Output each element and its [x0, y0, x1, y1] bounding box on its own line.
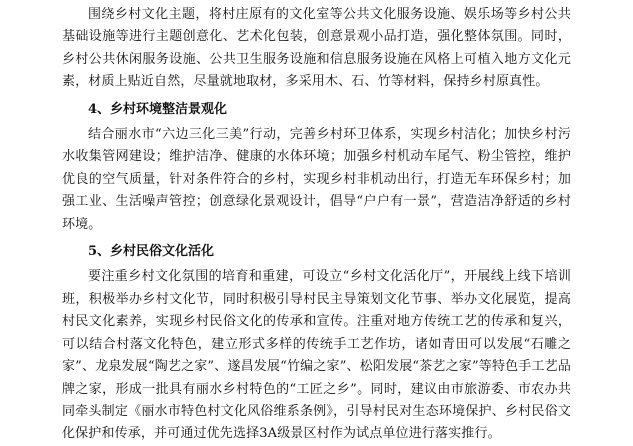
section-4-paragraph: 结合丽水市“六边三化三美”行动，完善乡村环卫体系，实现乡村洁化；加快乡村污水收集管网建设；维护洁净、健康的水体环境；加强乡村机动车尾气、粉尘管控，维护优良的空气质量，针对条件符合的乡村，实现乡村非机动出行，打造无车环保乡村；加强工业、生活噪声管控；创意绿化景观设计，倡导“户户有一景”，营造洁净舒适的乡村环境。: [62, 127, 571, 232]
section-3-paragraph: 围绕乡村文化主题，将村庄原有的文化室等公共文化服务设施、娱乐场等乡村公共基础设施等进行主题创意化、艺术化包装，创意景观小品打造，强化整体氛围。同时，乡村公共休闲服务设施、公共卫生服务设施和信息服务设施在风格上可植入地方文化元素，材质上贴近自然，尽量就地取材，多采用木、石、竹等材料，保持乡村原真性。: [62, 7, 571, 90]
section-4-heading: 4、乡村环境整洁景观化: [88, 101, 228, 117]
section-5-heading: 5、乡村民俗文化活化: [88, 244, 215, 260]
section-5-paragraph: 要注重乡村文化氛围的培育和重建，可设立“乡村文化活化厅”，开展线上线下培训班，积极举办乡村文化节，同时积极引导村民主导策划文化节事、举办文化展览，提高村民文化素养，实现乡村民俗文化的传承和宣传。注重对地方传统工艺的传承和复兴，可以结合村落文化特色，建立形式多样的传统手工艺作坊，诸如青田可以发展“石雕之家”、龙泉发展“陶艺之家”、遂昌发展“竹编之家”、松阳发展“茶艺之家”等特色手工艺品牌之家，形成一批具有丽水乡村特色的“工匠之乡”。同时，建议由市旅游委、市农办共同牵头制定《丽水市特色村文化风俗维系条例》，引导村民对生态环境保护、乡村民俗文化保护和传承，并可通过优先选择3A级景区村作为试点单位进行落实推行。: [62, 269, 571, 442]
